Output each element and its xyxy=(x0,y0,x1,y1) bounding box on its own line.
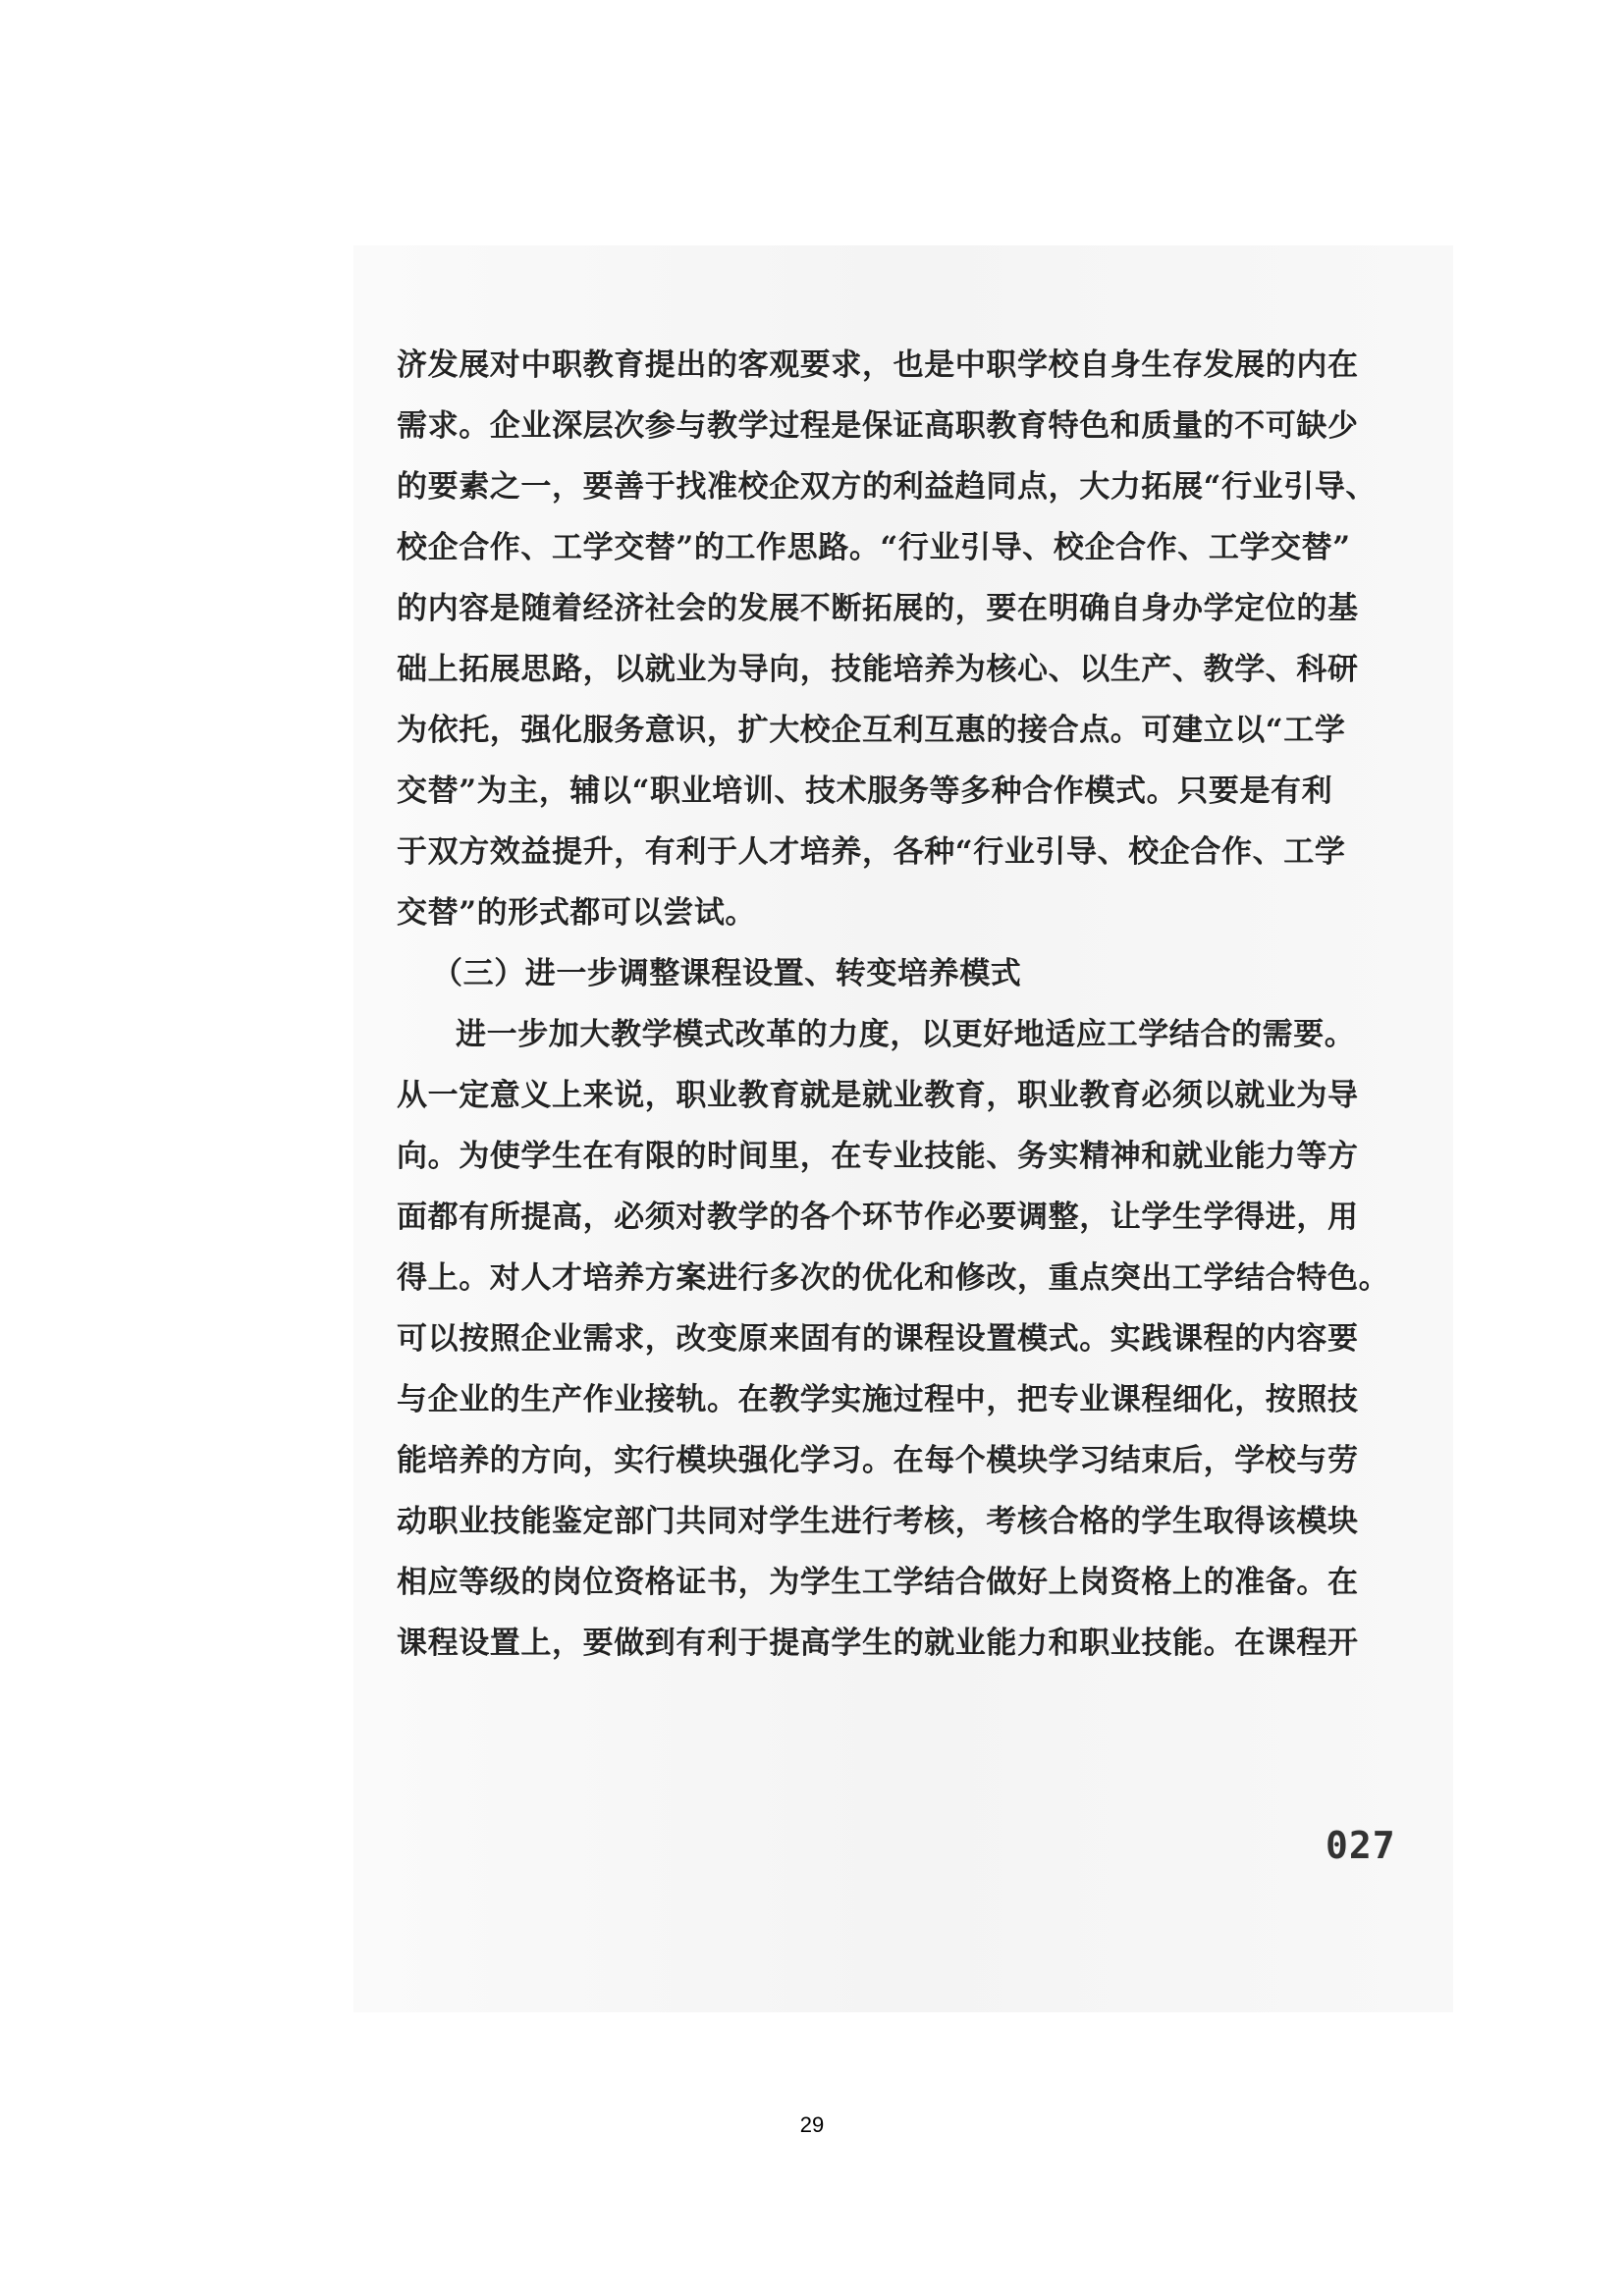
text-line: 面都有所提高，必须对教学的各个环节作必要调整，让学生学得进，用 xyxy=(397,1200,1359,1235)
text-line: 与企业的生产作业接轨。在教学实施过程中，把专业课程细化，按照技 xyxy=(397,1382,1359,1417)
text-line: 础上拓展思路，以就业为导向，技能培养为核心、以生产、教学、科研 xyxy=(397,652,1359,687)
scanned-page-area xyxy=(353,245,1453,2012)
text-line: 动职业技能鉴定部门共同对学生进行考核，考核合格的学生取得该模块 xyxy=(397,1504,1359,1539)
text-line: 校企合作、工学交替”的工作思路。“行业引导、校企合作、工学交替” xyxy=(397,530,1351,565)
text-line: 得上。对人才培养方案进行多次的优化和修改，重点突出工学结合特色。 xyxy=(397,1260,1390,1296)
text-line: 为依托，强化服务意识，扩大校企互利互惠的接合点。可建立以“工学 xyxy=(397,713,1346,748)
text-line: 于双方效益提升，有利于人才培养，各种“行业引导、校企合作、工学 xyxy=(397,834,1346,870)
text-line: 济发展对中职教育提出的客观要求，也是中职学校自身生存发展的内在 xyxy=(397,347,1359,383)
footer-page-number: 29 xyxy=(799,2112,825,2137)
text-line: 的内容是随着经济社会的发展不断拓展的，要在明确自身办学定位的基 xyxy=(397,591,1359,626)
text-line: 可以按照企业需求，改变原来固有的课程设置模式。实践课程的内容要 xyxy=(397,1321,1359,1357)
text-line: 相应等级的岗位资格证书，为学生工学结合做好上岗资格上的准备。在 xyxy=(397,1565,1359,1600)
text-line: 的要素之一，要善于找准校企双方的利益趋同点，大力拓展“行业引导、 xyxy=(397,469,1378,505)
scan-page-number: 027 xyxy=(1326,1824,1396,1867)
text-line: 交替”为主，辅以“职业培训、技术服务等多种合作模式。只要是有利 xyxy=(397,774,1333,809)
text-line: 能培养的方向，实行模块强化学习。在每个模块学习结束后，学校与劳 xyxy=(397,1443,1359,1478)
section-heading: （三）进一步调整课程设置、转变培养模式 xyxy=(432,956,1022,991)
text-line: 交替”的形式都可以尝试。 xyxy=(397,895,757,931)
text-line: 需求。企业深层次参与教学过程是保证高职教育特色和质量的不可缺少 xyxy=(397,408,1359,444)
text-line: 课程设置上，要做到有利于提高学生的就业能力和职业技能。在课程开 xyxy=(397,1626,1359,1661)
text-line: 进一步加大教学模式改革的力度，以更好地适应工学结合的需要。 xyxy=(456,1017,1356,1052)
text-line: 向。为使学生在有限的时间里，在专业技能、务实精神和就业能力等方 xyxy=(397,1139,1359,1174)
text-line: 从一定意义上来说，职业教育就是就业教育，职业教育必须以就业为导 xyxy=(397,1078,1359,1113)
